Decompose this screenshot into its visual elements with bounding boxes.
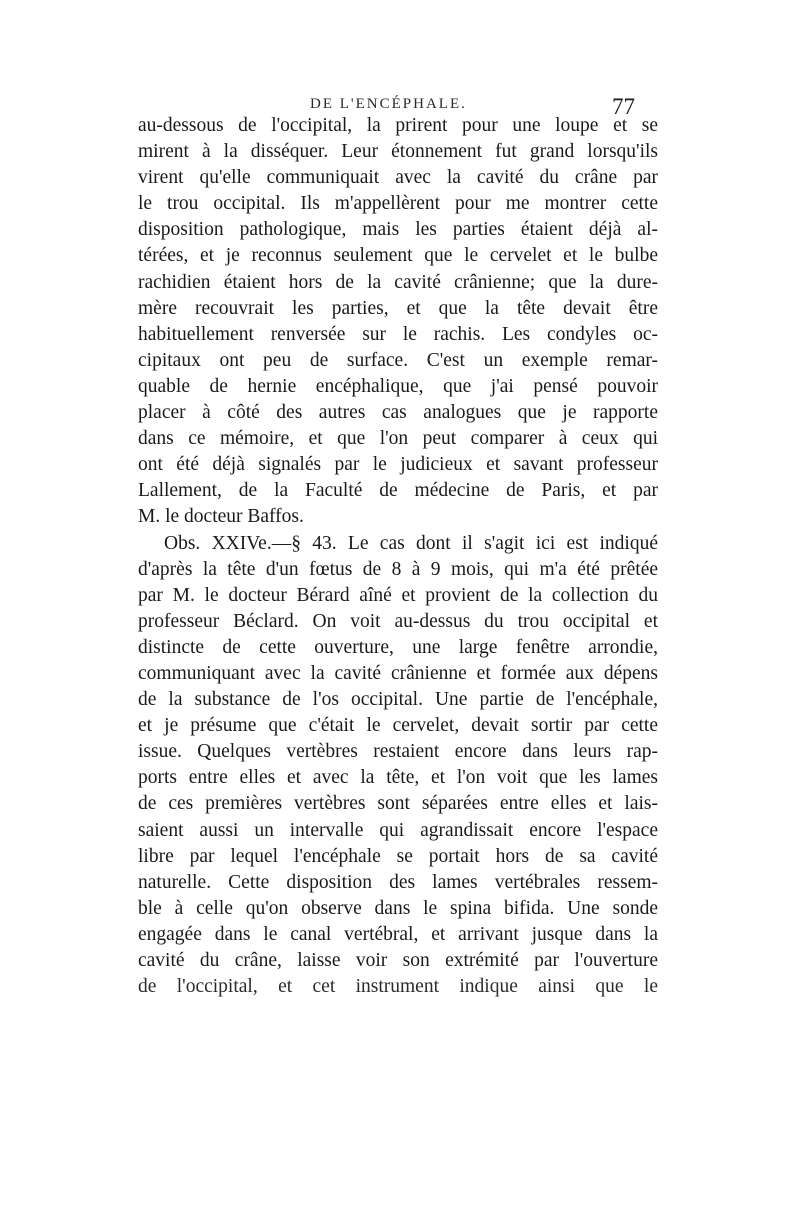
text-line: le trou occipital. Ils m'appellèrent pour me montrer cette [138,193,658,215]
text-line: habituellement renversée sur le rachis. Les condyles oc- [138,323,658,345]
text-line: virent qu'elle communiquait avec la cavité du crâne par [138,167,658,189]
text-line: quable de hernie encéphalique, que j'ai pensé pouvoir [138,375,658,397]
text-line: de la substance de l'os occipital. Une partie de l'encéphale, [138,689,658,711]
text-line: professeur Béclard. On voit au-dessus du trou occipital et [138,610,658,632]
text-line: de ces premières vertèbres sont séparées entre elles et lais- [138,793,658,815]
text-line: mère recouvrait les parties, et que la tête devait être [138,297,658,319]
text-line: cipitaux ont peu de surface. C'est un exemple remar- [138,349,658,371]
text-line: disposition pathologique, mais les parties étaient déjà al- [138,219,658,241]
text-line: saient aussi un intervalle qui agrandissait encore l'espace [138,819,658,841]
text-line: engagée dans le canal vertébral, et arrivant jusque dans la [138,923,658,945]
text-line: communiquant avec la cavité crânienne et formée aux dépens [138,662,658,684]
text-line: naturelle. Cette disposition des lames vertébrales ressem- [138,871,658,893]
text-line: d'après la tête d'un fœtus de 8 à 9 mois, qui m'a été prêtée [138,558,658,580]
text-line: issue. Quelques vertèbres restaient encore dans leurs rap- [138,741,658,763]
text-line: rachidien étaient hors de la cavité crânienne; que la dure- [138,271,658,293]
text-line: Lallement, de la Faculté de médecine de Paris, et par [138,480,658,502]
running-head: DE L'ENCÉPHALE. [310,96,467,112]
text-line: cavité du crâne, laisse voir son extrémité par l'ouverture [138,950,658,971]
text-line: ont été déjà signalés par le judicieux et savant professeur [138,454,658,476]
page-number: 77 [612,94,635,119]
paragraph-start-line: Obs. XXIVe.—§ 43. Le cas dont il s'agit ici est indiqué [164,532,658,554]
text-line: ble à celle qu'on observe dans le spina bifida. Une sonde [138,897,658,919]
text-line: M. le docteur Baffos. [138,506,304,528]
text-line: et je présume que c'était le cervelet, devait sortir par cette [138,715,658,737]
text-line: mirent à la disséquer. Leur étonnement fut grand lorsqu'ils [138,141,658,163]
text-line: térées, et je reconnus seulement que le cervelet et le bulbe [138,245,658,267]
text-line: dans ce mémoire, et que l'on peut comparer à ceux qui [138,428,658,450]
text-line: de l'occipital, et cet instrument indique ainsi que le [138,976,658,998]
text-line: distincte de cette ouverture, une large fenêtre arrondie, [138,636,658,658]
text-line: placer à côté des autres cas analogues que je rapporte [138,402,658,424]
text-line: au-dessous de l'occipital, la prirent pour une loupe et se [138,115,658,136]
text-line: ports entre elles et avec la tête, et l'on voit que les lames [138,767,658,789]
text-line: libre par lequel l'encéphale se portait hors de sa cavité [138,845,658,867]
body-text [138,113,658,1000]
text-line: par M. le docteur Bérard aîné et provient de la collection du [138,584,658,606]
